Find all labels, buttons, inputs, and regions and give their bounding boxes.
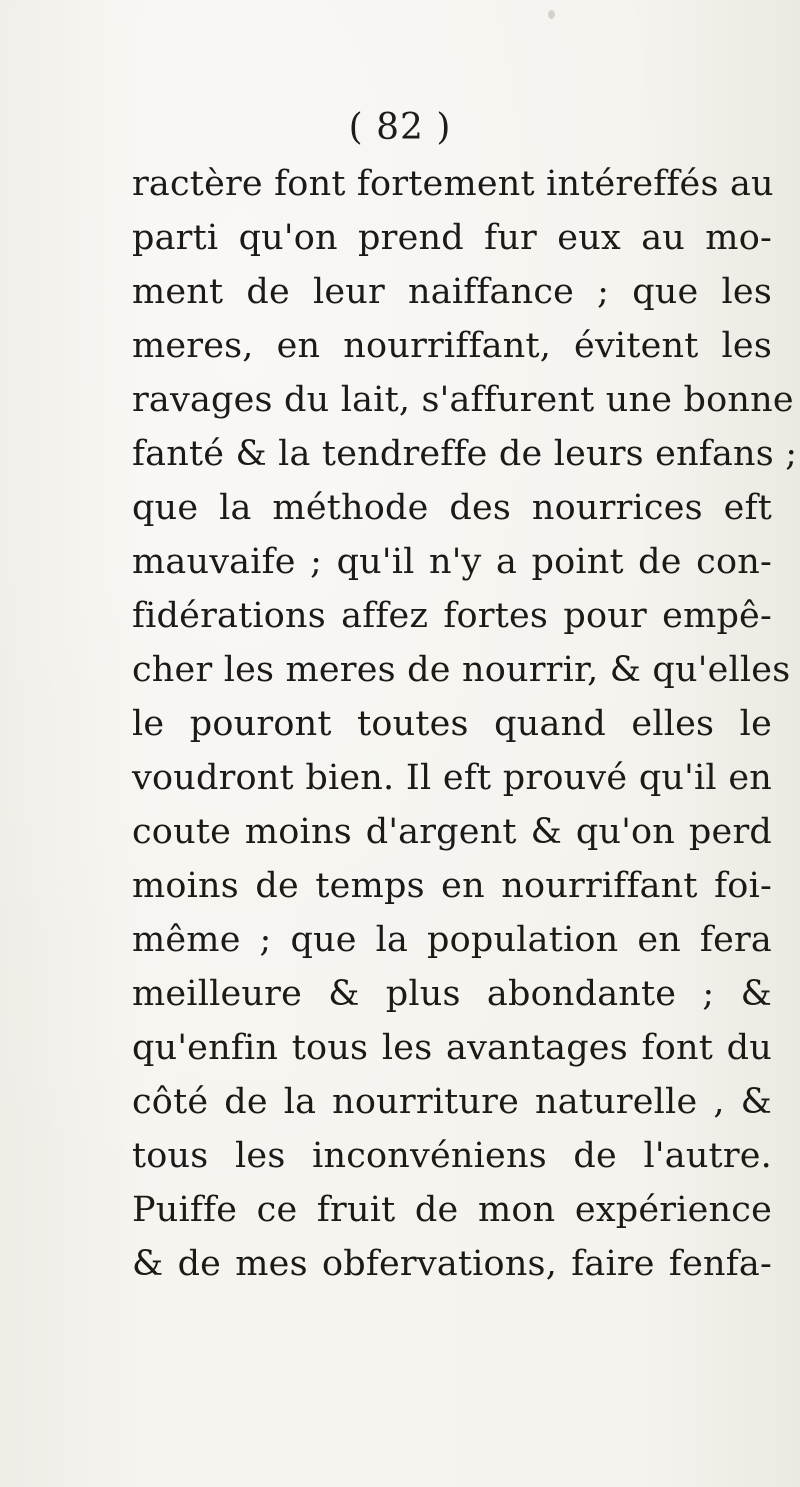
- text-line: fanté & la tendreffe de leurs enfans ;: [132, 434, 798, 474]
- text-line: meres, en nourriffant, évitent les: [132, 326, 772, 366]
- text-line: moins de temps en nourriffant foi-: [132, 866, 772, 906]
- text-line: cher les meres de nourrir, & qu'elles: [132, 650, 791, 690]
- text-line: mauvaife ; qu'il n'y a point de con-: [132, 542, 772, 582]
- text-line: ravages du lait, s'affurent une bonne: [132, 380, 794, 420]
- text-line: même ; que la population en fera: [132, 920, 772, 960]
- text-line: coute moins d'argent & qu'on perd: [132, 812, 772, 852]
- text-line: & de mes obfervations, faire fenfa-: [132, 1244, 772, 1284]
- text-line: ractère font fortement intéreffés au: [132, 164, 774, 204]
- paper-speck: [548, 10, 555, 19]
- text-line: qu'enfin tous les avantages font du: [132, 1028, 772, 1068]
- text-line: ment de leur naiffance ; que les: [132, 272, 772, 312]
- text-line: tous les inconvéniens de l'autre.: [132, 1136, 772, 1176]
- text-line: le pouront toutes quand elles le: [132, 704, 772, 744]
- text-line: parti qu'on prend fur eux au mo-: [132, 218, 772, 258]
- text-line: fidérations affez fortes pour empê-: [132, 596, 772, 636]
- text-line: meilleure & plus abondante ; &: [132, 974, 772, 1014]
- page-number: ( 82 ): [348, 107, 452, 148]
- text-line: Puiffe ce fruit de mon expérience: [132, 1190, 772, 1230]
- text-line: que la méthode des nourrices eft: [132, 488, 772, 528]
- text-line: voudront bien. Il eft prouvé qu'il en: [132, 758, 772, 798]
- body-text: [132, 157, 798, 1291]
- text-line: côté de la nourriture naturelle , &: [132, 1082, 772, 1122]
